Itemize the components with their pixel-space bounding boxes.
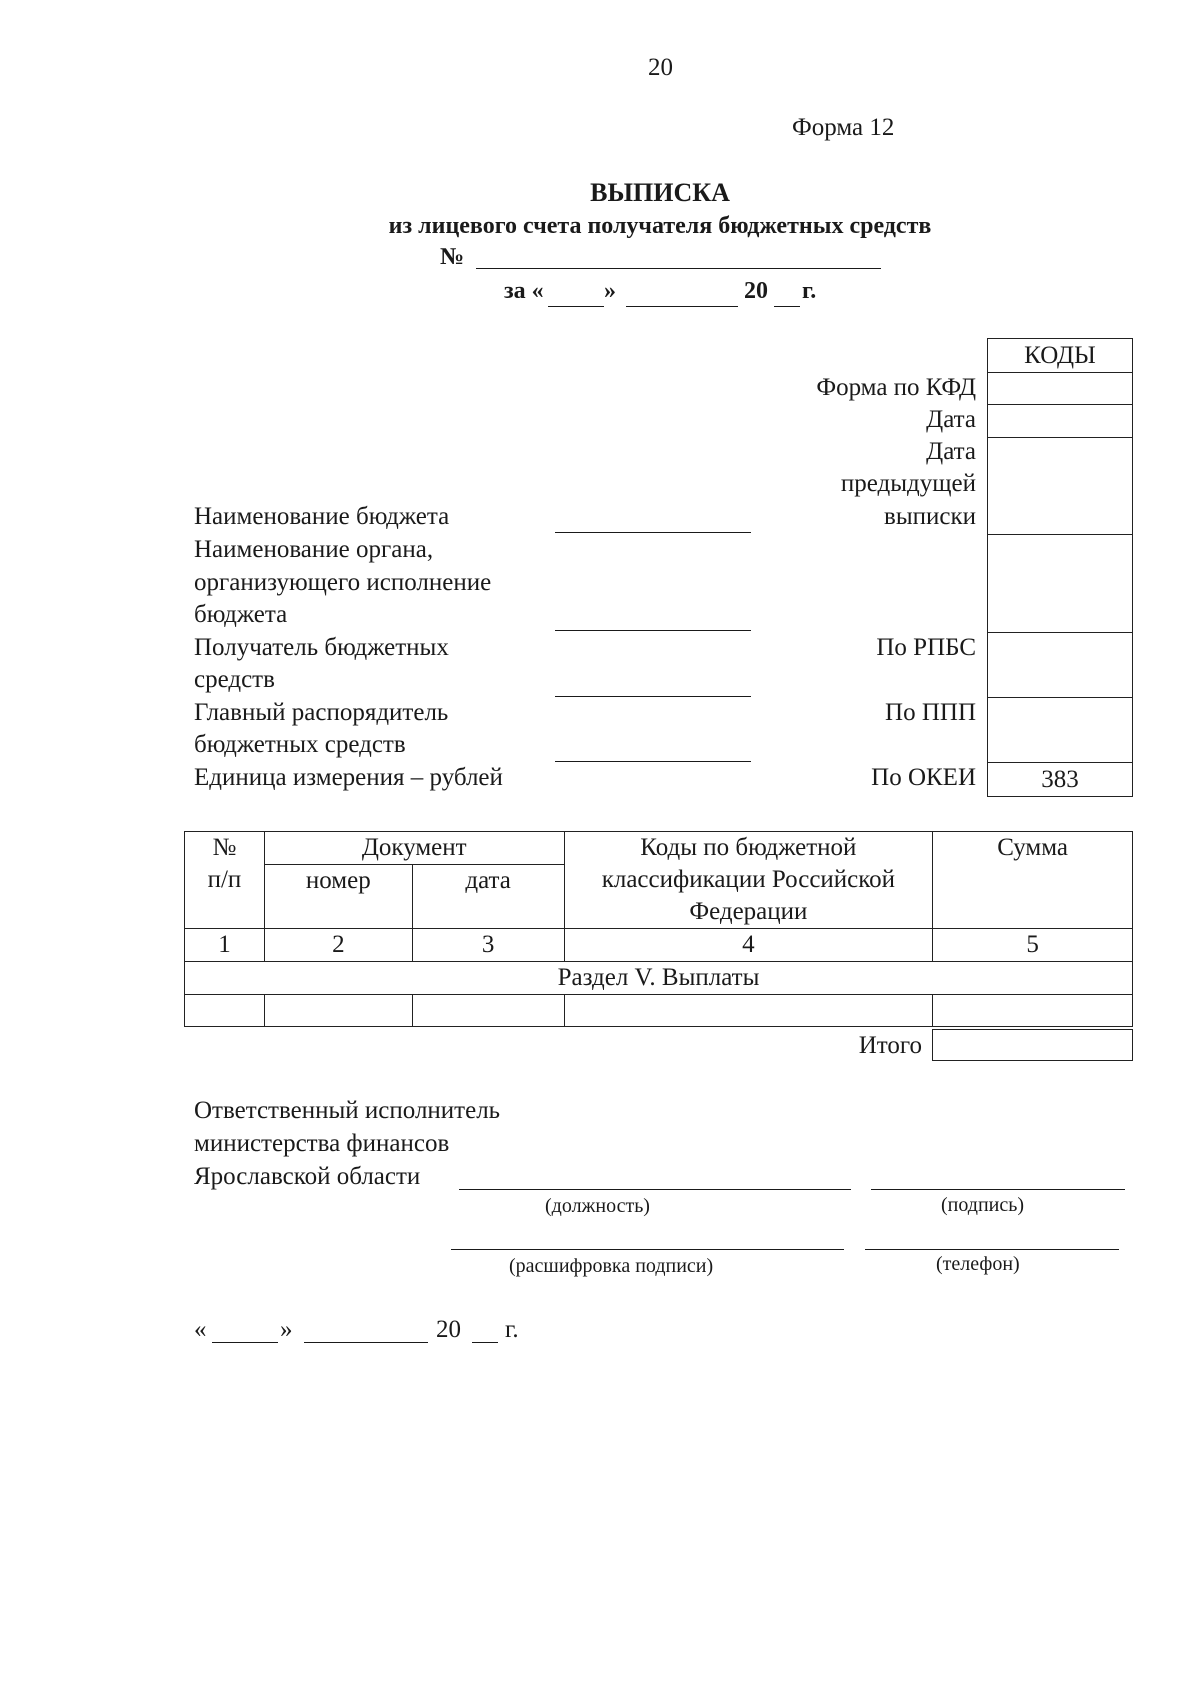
footer-month-line[interactable] (304, 1342, 428, 1343)
period-year: 20 (744, 278, 768, 304)
code-prev-date[interactable] (988, 438, 1132, 535)
label-recipient-1: Получатель бюджетных (194, 634, 449, 661)
col-header-num-1: № (212, 834, 237, 861)
position-line[interactable] (459, 1189, 851, 1190)
cell-codes[interactable] (564, 995, 933, 1027)
doc-title: ВЫПИСКА (590, 178, 730, 207)
col-header-codes (564, 832, 933, 929)
codes-box (987, 338, 1133, 797)
organ-line[interactable] (555, 630, 751, 631)
period-suffix: г. (802, 278, 817, 304)
col-index: 4 (564, 929, 933, 962)
code-organ[interactable] (988, 535, 1132, 633)
footer-date-open: « (194, 1316, 207, 1343)
budget-name-line[interactable] (555, 532, 751, 533)
label-manager-2: бюджетных средств (194, 731, 406, 758)
col-header-doc-number: номер (264, 865, 412, 929)
label-manager-1: Главный распорядитель (194, 699, 449, 726)
label-prev-date-3: выписки (884, 503, 976, 530)
cell-sum[interactable] (933, 995, 1133, 1027)
col-header-doc-date: дата (412, 865, 564, 929)
col-index: 5 (933, 929, 1133, 962)
doc-subtitle: из лицевого счета получателя бюджетных средств (388, 213, 932, 239)
period-month-line[interactable] (626, 306, 738, 307)
period-prefix: за « (504, 278, 544, 304)
label-organ-3: бюджета (194, 601, 288, 628)
codes-header: КОДЫ (988, 339, 1132, 373)
total-value-box[interactable] (932, 1029, 1133, 1061)
footer-year-line[interactable] (472, 1342, 498, 1343)
table-row (185, 995, 1133, 1027)
label-rpbs: По РПБС (876, 634, 976, 661)
number-line[interactable] (476, 268, 881, 269)
sign-line[interactable] (871, 1189, 1125, 1190)
sign-caption: (подпись) (941, 1194, 1025, 1216)
label-okei: По ОКЕИ (871, 764, 976, 791)
footer-day-line[interactable] (212, 1342, 278, 1343)
resp-line-1: Ответственный исполнитель (194, 1097, 501, 1124)
page-number: 20 (648, 54, 673, 81)
footer-year: 20 (436, 1316, 461, 1343)
col-header-doc: Документ (264, 832, 564, 865)
phone-line[interactable] (865, 1249, 1119, 1250)
col-header-codes-2: классификации Российской (601, 866, 896, 893)
col-index: 2 (264, 929, 412, 962)
phone-caption: (телефон) (936, 1253, 1020, 1275)
col-index: 1 (185, 929, 265, 962)
payments-table (184, 831, 1133, 1027)
col-header-codes-3: Федерации (689, 898, 808, 925)
label-unit: Единица измерения – рублей (194, 764, 503, 791)
code-rpbs[interactable] (988, 633, 1132, 698)
form-label: Форма 12 (792, 114, 895, 141)
footer-date-close: » (280, 1316, 293, 1343)
period-day-line[interactable] (548, 306, 604, 307)
resp-line-3: Ярославской области (194, 1163, 421, 1190)
resp-line-2: министерства финансов (194, 1130, 450, 1157)
position-caption: (должность) (545, 1195, 650, 1217)
code-date[interactable] (988, 405, 1132, 438)
label-budget-name: Наименование бюджета (194, 503, 450, 530)
decode-line[interactable] (451, 1249, 844, 1250)
label-organ-2: организующего исполнение (194, 569, 492, 596)
code-form-kfd[interactable] (988, 373, 1132, 405)
col-header-num (185, 832, 265, 929)
code-ppp[interactable] (988, 698, 1132, 763)
label-prev-date-1: Дата (926, 438, 976, 465)
section-header: Раздел V. Выплаты (185, 962, 1133, 995)
footer-suffix: г. (505, 1316, 519, 1343)
label-ppp: По ППП (885, 699, 976, 726)
col-index: 3 (412, 929, 564, 962)
label-form-kfd: Форма по КФД (816, 374, 976, 401)
label-date: Дата (926, 406, 976, 433)
period-year-line[interactable] (774, 306, 800, 307)
label-recipient-2: средств (194, 666, 275, 693)
decode-caption: (расшифровка подписи) (509, 1255, 714, 1277)
label-prev-date-2: предыдущей (840, 470, 976, 497)
number-label: № (440, 244, 465, 270)
col-header-sum: Сумма (933, 832, 1133, 929)
manager-line[interactable] (555, 761, 751, 762)
col-header-codes-1: Коды по бюджетной (640, 834, 857, 861)
code-okei[interactable]: 383 (1041, 766, 1079, 793)
cell-num[interactable] (185, 995, 265, 1027)
total-label: Итого (858, 1032, 922, 1059)
period-mid: » (604, 278, 616, 304)
cell-doc-number[interactable] (264, 995, 412, 1027)
cell-doc-date[interactable] (412, 995, 564, 1027)
col-header-num-2: п/п (207, 866, 242, 893)
recipient-line[interactable] (555, 696, 751, 697)
label-organ-1: Наименование органа, (194, 536, 434, 563)
